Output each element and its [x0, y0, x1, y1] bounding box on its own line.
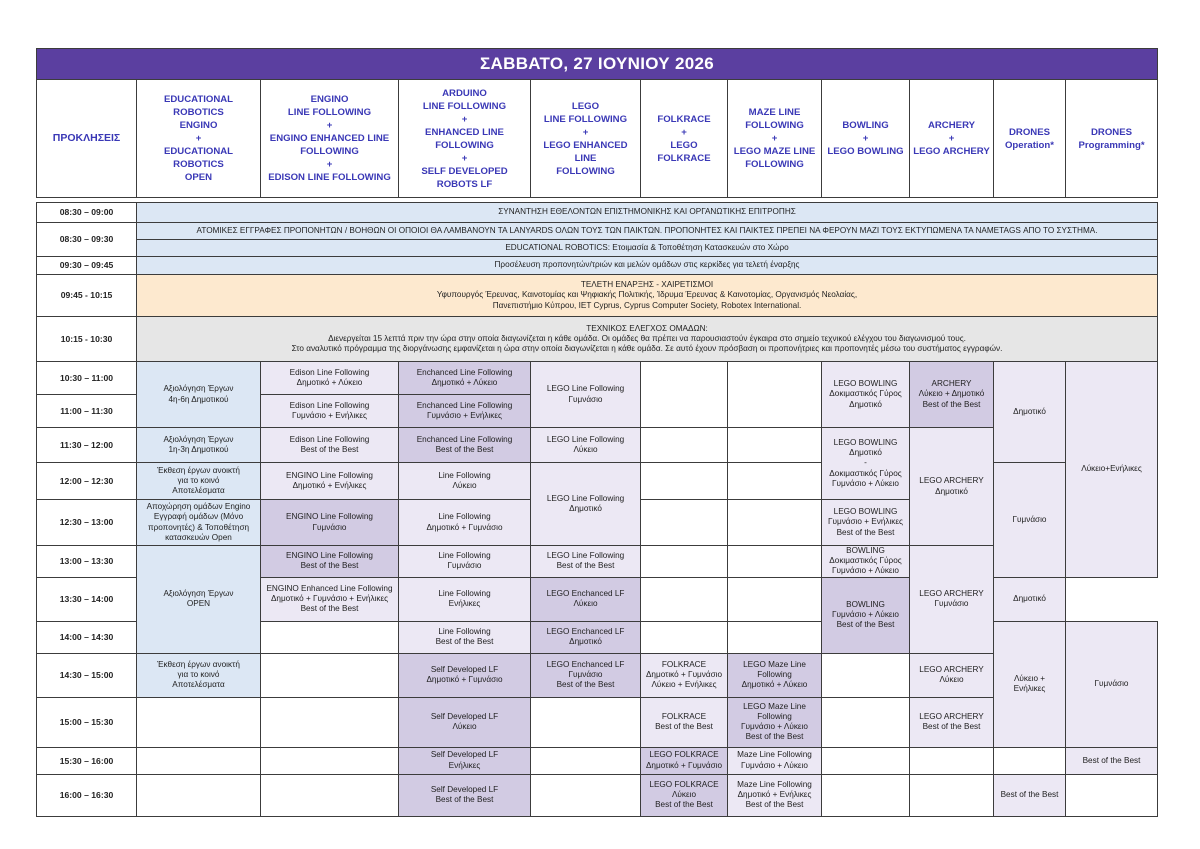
bowling-session: LEGO BOWLING Γυμνάσιο + Ενήλικες Best of the Best [822, 500, 910, 546]
arduino-session: Self Developed LF Best of the Best [399, 774, 531, 816]
header-archery: ARCHERY + LEGO ARCHERY [910, 80, 994, 198]
header-arduino-line-following: ARDUINO LINE FOLLOWING + ENHANCED LINE FOLLOWING + SELF DEVELOPED ROBOTS LF [399, 80, 531, 198]
arduino-session: Self Developed LF Δημοτικό + Γυμνάσιο [399, 653, 531, 697]
technical-check: ΤΕΧΝΙΚΟΣ ΕΛΕΓΧΟΣ ΟΜΑΔΩΝ: Διενεργείται 15 λεπτά πριν την ώρα στην οποία διαγωνίζεται η κάθε ομάδα. Οι ομάδες θα πρέπει να παρουσιαστούν έγκαιρα στο σημείο τεχνικού ελέγχου του διαγωνισμού τους. Στο αναλυτικό πρόγραμμα της διοργάνωσης εμφανίζεται η ώρα στην οποία διαγωνίζεται η κάθε ομάδα. Σε αυτό έχουν πρόσβαση οι προπονήτριες και προπονητές μέσω του συστήματος εγγραφών. [137, 317, 1158, 362]
empty-cell [728, 500, 822, 546]
empty-cell [641, 463, 728, 500]
archery-session: LEGO ARCHERY Λύκειο [910, 653, 994, 697]
arduino-session: Line Following Λύκειο [399, 463, 531, 500]
empty-cell [728, 362, 822, 428]
empty-cell [531, 774, 641, 816]
empty-cell [822, 747, 910, 774]
time-cell: 10:15 - 10:30 [37, 317, 137, 362]
bowling-session: LEGO BOWLING Δημοτικό - Δοκιμαστικός Γύρος Γυμνάσιο + Λύκειο [822, 428, 910, 500]
time-cell: 13:30 – 14:00 [37, 577, 137, 621]
time-cell: 15:30 – 16:00 [37, 747, 137, 774]
folkrace-session: FOLKRACE Δημοτικό + Γυμνάσιο Λύκειο + Ενήλικες [641, 653, 728, 697]
time-cell: 08:30 – 09:00 [37, 203, 137, 223]
folkrace-session: LEGO FOLKRACE Δημοτικό + Γυμνάσιο [641, 747, 728, 774]
empty-cell [137, 747, 261, 774]
maze-session: Maze Line Following Γυμνάσιο + Λύκειο [728, 747, 822, 774]
empty-cell [641, 577, 728, 621]
empty-cell [910, 747, 994, 774]
edu-session: Έκθεση έργων ανοικτή για το κοινό Αποτελέσματα [137, 463, 261, 500]
archery-session: LEGO ARCHERY Γυμνάσιο [910, 546, 994, 654]
arduino-session: Enchanced Line Following Δημοτικό + Λύκειο [399, 362, 531, 395]
volunteers-meeting: ΣΥΝΑΝΤΗΣΗ ΕΘΕΛΟΝΤΩΝ ΕΠΙΣΤΗΜΟΝΙΚΗΣ ΚΑΙ ΟΡΓΑΝΩΤΙΚΗΣ ΕΠΙΤΡΟΠΗΣ [137, 203, 1158, 223]
drones-programming-session: Best of the Best [1066, 747, 1158, 774]
edu-session: Έκθεση έργων ανοικτή για το κοινό Αποτελέσματα [137, 653, 261, 697]
lego-session: LEGO Line Following Λύκειο [531, 428, 641, 463]
maze-session: LEGO Maze Line Following Γυμνάσιο + Λύκειο Best of the Best [728, 697, 822, 747]
empty-cell [531, 747, 641, 774]
empty-cell [728, 428, 822, 463]
empty-cell [910, 774, 994, 816]
lego-session: LEGO Enchanced LF Δημοτικό [531, 621, 641, 653]
time-cell: 15:00 – 15:30 [37, 697, 137, 747]
lego-session: LEGO Enchanced LF Γυμνάσιο Best of the Best [531, 653, 641, 697]
empty-cell [822, 697, 910, 747]
engino-session: ENGINO Line Following Γυμνάσιο [261, 500, 399, 546]
opening-ceremony: ΤΕΛΕΤΗ ΕΝΑΡΞΗΣ - ΧΑΙΡΕΤΙΣΜΟΙ Υφυπουργός Έρευνας, Καινοτομίας και Ψηφιακής Πολιτικής, Ίδρυμα Έρευνας & Καινοτομίας, Οργανισμός Νεολαίας, Πανεπιστήμιο Κύπρου, IET Cyprus, Cyprus Computer Society, Robotex International. [137, 275, 1158, 317]
bowling-session: BOWLING Γυμνάσιο + Λύκειο Best of the Best [822, 577, 910, 653]
engino-session: Edison Line Following Best of the Best [261, 428, 399, 463]
header-educational-robotics: EDUCATIONAL ROBOTICS ENGINO + EDUCATIONAL ROBOTICS OPEN [137, 80, 261, 198]
lego-session: LEGO Line Following Γυμνάσιο [531, 362, 641, 428]
folkrace-session: LEGO FOLKRACE Λύκειο Best of the Best [641, 774, 728, 816]
header-challenges: ΠΡΟΚΛΗΣΕΙΣ [37, 80, 137, 198]
edu-session: Αποχώρηση ομάδων Engino Εγγραφή ομάδων (Μόνο προπονητές) & Τοποθέτηση κατασκευών Open [137, 500, 261, 546]
drones-programming-session: Γυμνάσιο [1066, 621, 1158, 747]
time-cell: 12:00 – 12:30 [37, 463, 137, 500]
edu-session: Αξιολόγηση Έργων OPEN [137, 546, 261, 654]
drones-operation-session: Γυμνάσιο [994, 463, 1066, 578]
arrival-note: Προσέλευση προπονητών/τριών και μελών ομάδων στις κερκίδες για τελετή έναρξης [137, 257, 1158, 275]
empty-cell [728, 463, 822, 500]
drones-programming-session: Δημοτικό [994, 577, 1066, 621]
edu-setup-note: EDUCATIONAL ROBOTICS: Ετοιμασία & Τοποθέτηση Κατασκευών στο Χώρο [137, 240, 1158, 257]
engino-session: Edison Line Following Γυμνάσιο + Ενήλικες [261, 395, 399, 428]
empty-cell [994, 747, 1066, 774]
empty-cell [728, 621, 822, 653]
arduino-session: Enchanced Line Following Best of the Best [399, 428, 531, 463]
drones-operation-session: Best of the Best [994, 774, 1066, 816]
arduino-session: Self Developed LF Λύκειο [399, 697, 531, 747]
empty-cell [261, 747, 399, 774]
lego-session: LEGO Enchanced LF Λύκειο [531, 577, 641, 621]
empty-cell [261, 653, 399, 697]
empty-cell [641, 500, 728, 546]
time-cell: 12:30 – 13:00 [37, 500, 137, 546]
header-folkrace: FOLKRACE + LEGO FOLKRACE [641, 80, 728, 198]
arduino-session: Enchanced Line Following Γυμνάσιο + Ενήλικες [399, 395, 531, 428]
empty-cell [261, 774, 399, 816]
bowling-session: BOWLING Δοκιμαστικός Γύρος Γυμνάσιο + Λύκειο [822, 546, 910, 578]
archery-session: LEGO ARCHERY Δημοτικό [910, 428, 994, 546]
schedule-table [36, 48, 1158, 817]
arduino-session: Line Following Γυμνάσιο [399, 546, 531, 578]
time-cell: 14:30 – 15:00 [37, 653, 137, 697]
time-cell: 08:30 – 09:30 [37, 223, 137, 257]
empty-cell [641, 621, 728, 653]
lego-session: LEGO Line Following Δημοτικό [531, 463, 641, 546]
time-cell: 11:00 – 11:30 [37, 395, 137, 428]
drones-programming-session: Λύκειο+Ενήλικες [1066, 362, 1158, 578]
edu-session: Αξιολόγηση Έργων 4η-6η Δημοτικού [137, 362, 261, 428]
header-drones-operation: DRONES Operation* [994, 80, 1066, 198]
header-engino-line-following: ENGINO LINE FOLLOWING + ENGINO ENHANCED LINE FOLLOWING + EDISON LINE FOLLOWING [261, 80, 399, 198]
maze-session: LEGO Maze Line Following Δημοτικό + Λύκειο [728, 653, 822, 697]
time-cell: 10:30 – 11:00 [37, 362, 137, 395]
time-cell: 14:00 – 14:30 [37, 621, 137, 653]
empty-cell [137, 774, 261, 816]
empty-cell [728, 546, 822, 578]
edu-session: Αξιολόγηση Έργων 1η-3η Δημοτικού [137, 428, 261, 463]
header-maze-line-following: MAZE LINE FOLLOWING + LEGO MAZE LINE FOLLOWING [728, 80, 822, 198]
time-cell: 13:00 – 13:30 [37, 546, 137, 578]
bowling-session: LEGO BOWLING Δοκιμαστικός Γύρος Δημοτικό [822, 362, 910, 428]
empty-cell [822, 774, 910, 816]
lego-session: LEGO Line Following Best of the Best [531, 546, 641, 578]
empty-cell [641, 362, 728, 428]
empty-cell [261, 697, 399, 747]
header-drones-programming: DRONES Programming* [1066, 80, 1158, 198]
time-cell: 09:45 - 10:15 [37, 275, 137, 317]
maze-session: Maze Line Following Δημοτικό + Ενήλικες Best of the Best [728, 774, 822, 816]
archery-session: ARCHERY Λύκειο + Δημοτικό Best of the Best [910, 362, 994, 428]
empty-cell [1066, 774, 1158, 816]
arduino-session: Self Developed LF Ενήλικες [399, 747, 531, 774]
time-cell: 11:30 – 12:00 [37, 428, 137, 463]
empty-cell [641, 546, 728, 578]
empty-cell [531, 697, 641, 747]
empty-cell [641, 428, 728, 463]
engino-session: Edison Line Following Δημοτικό + Λύκειο [261, 362, 399, 395]
header-lego-line-following: LEGO LINE FOLLOWING + LEGO ENHANCED LINE FOLLOWING [531, 80, 641, 198]
engino-session: ENGINO Line Following Best of the Best [261, 546, 399, 578]
archery-session: LEGO ARCHERY Best of the Best [910, 697, 994, 747]
arduino-session: Line Following Ενήλικες [399, 577, 531, 621]
header-bowling: BOWLING + LEGO BOWLING [822, 80, 910, 198]
empty-cell [261, 621, 399, 653]
drones-operation-session: Δημοτικό [994, 362, 1066, 463]
engino-session: ENGINO Line Following Δημοτικό + Ενήλικες [261, 463, 399, 500]
arduino-session: Line Following Best of the Best [399, 621, 531, 653]
registrations-note: ΑΤΟΜΙΚΕΣ ΕΓΓΡΑΦΕΣ ΠΡΟΠΟΝΗΤΩΝ / ΒΟΗΘΩΝ ΟΙ ΟΠΟΙΟΙ ΘΑ ΛΑΜΒΑΝΟΥΝ ΤΑ LANYARDS ΟΛΩΝ ΤΟΥΣ ΤΩΝ ΠΑΙΚΤΩΝ. ΠΡΟΠΟΝΗΤΕΣ ΚΑΙ ΠΑΙΚΤΕΣ ΠΡΕΠΕΙ ΝΑ ΦΕΡΟΥΝ ΜΑΖΙ ΤΟΥΣ ΕΚΤΥΠΩΜΕΝΑ ΤΑ NAMETAGS ΑΠΟ ΤΟ ΣΥΣΤΗΜΑ. [137, 223, 1158, 240]
arduino-session: Line Following Δημοτικό + Γυμνάσιο [399, 500, 531, 546]
engino-session: ENGINO Enhanced Line Following Δημοτικό + Γυμνάσιο + Ενήλικες Best of the Best [261, 577, 399, 621]
time-cell: 09:30 – 09:45 [37, 257, 137, 275]
empty-cell [728, 577, 822, 621]
empty-cell [822, 653, 910, 697]
time-cell: 16:00 – 16:30 [37, 774, 137, 816]
empty-cell [137, 697, 261, 747]
page-title: ΣΑΒΒΑΤΟ, 27 ΙΟΥΝΙΟΥ 2026 [37, 49, 1158, 80]
folkrace-session: FOLKRACE Best of the Best [641, 697, 728, 747]
drones-operation-session: Λύκειο + Ενήλικες [994, 621, 1066, 747]
